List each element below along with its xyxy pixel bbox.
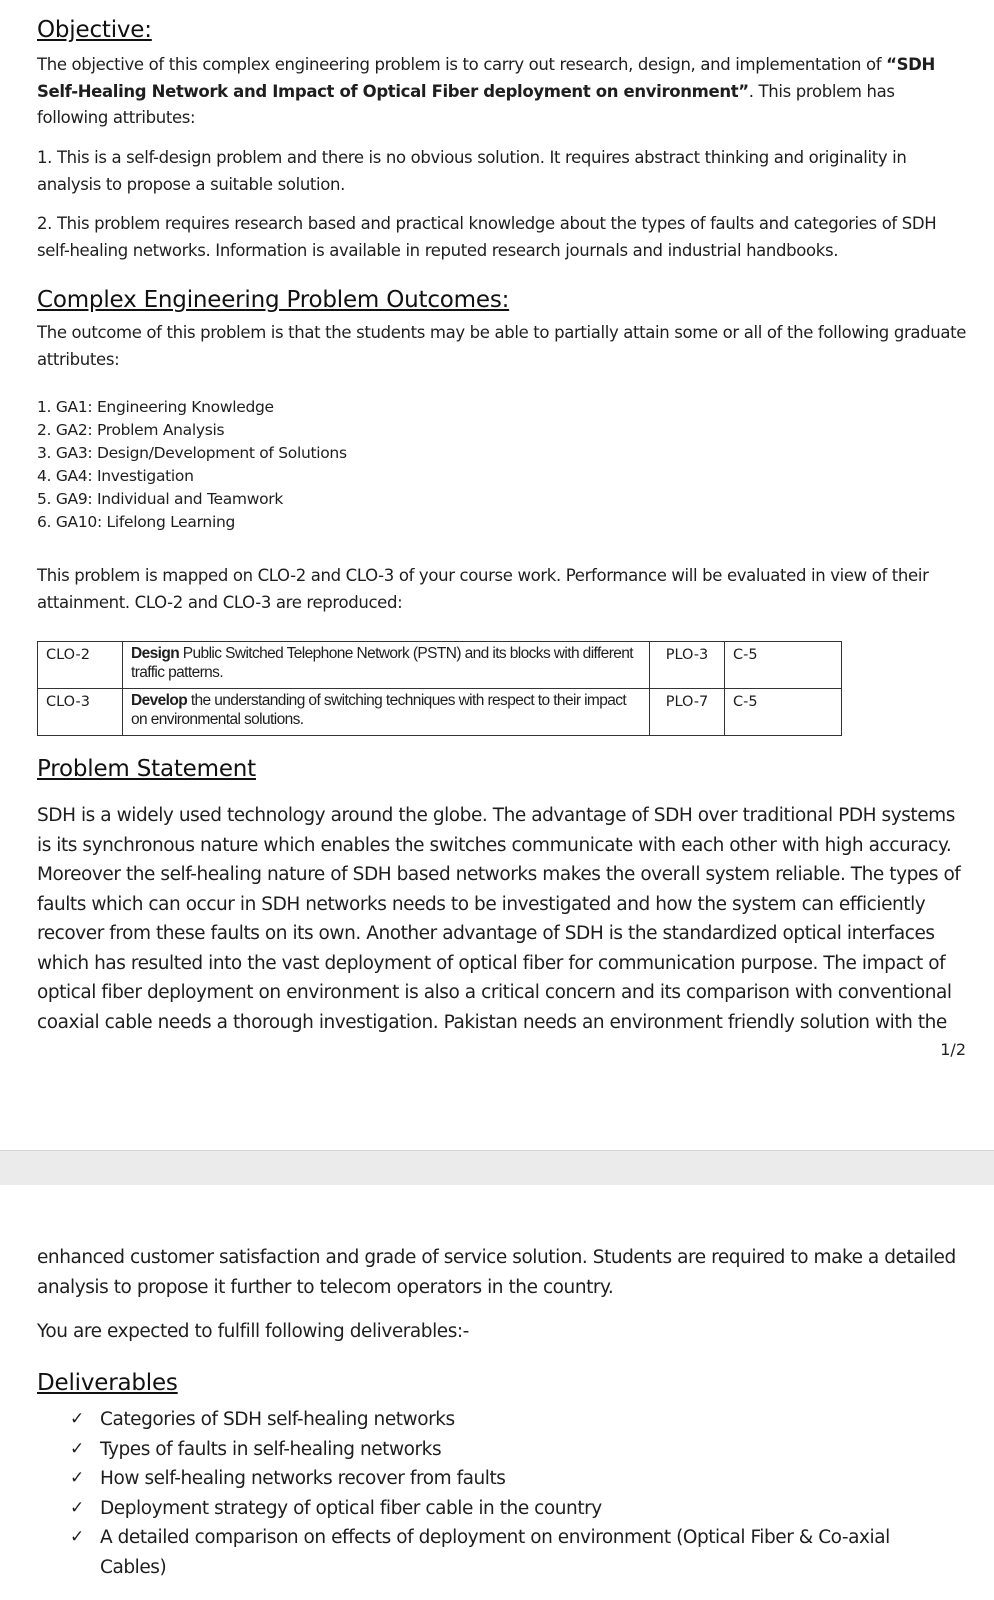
plo-cell: PLO-3 xyxy=(650,642,725,689)
list-item: 4. GA4: Investigation xyxy=(37,467,194,485)
objective-heading: Objective: xyxy=(37,17,152,43)
table-row xyxy=(38,642,842,689)
graduate-attributes-list xyxy=(37,396,347,534)
deliverable-text: Categories of SDH self-healing networks xyxy=(100,1409,455,1430)
list-item: 1. GA1: Engineering Knowledge xyxy=(37,398,274,416)
list-item: 3. GA3: Design/Development of Solutions xyxy=(37,444,347,462)
deliverables-heading: Deliverables xyxy=(37,1370,178,1396)
clo-description-cell xyxy=(123,689,650,736)
list-item xyxy=(70,1405,950,1435)
table-row xyxy=(38,689,842,736)
clo-cell: CLO-3 xyxy=(38,689,123,736)
objective-point-1: 1. This is a self-design problem and there is no obvious solution. It requires abstract thinking and originality in analysis to propose a suitable solution. xyxy=(37,148,907,194)
plo-cell: PLO-7 xyxy=(650,689,725,736)
clo-description: the understanding of switching techniques with respect to their impact on environmental solutions. xyxy=(131,692,627,728)
problem-statement-continuation: enhanced customer satisfaction and grade of service solution. Students are required to make a detailed analysis to propose it further to telecom operators in the country. xyxy=(37,1247,956,1298)
deliverable-text: How self-healing networks recover from faults xyxy=(100,1468,506,1489)
deliverables-list xyxy=(70,1405,950,1582)
project-title: “SDH Self-Healing Network and Impact of Optical Fiber deployment on environment” xyxy=(37,55,935,101)
list-item: 6. GA10: Lifelong Learning xyxy=(37,513,236,531)
clo-description: Public Switched Telephone Network (PSTN) and its blocks with different traffic patterns. xyxy=(131,645,634,681)
outcomes-heading: Complex Engineering Problem Outcomes: xyxy=(37,287,510,313)
deliverable-text: Deployment strategy of optical fiber cable in the country xyxy=(100,1497,602,1519)
page-separator xyxy=(0,1150,994,1185)
deliverables-intro: You are expected to fulfill following deliverables:- xyxy=(37,1321,469,1342)
list-item xyxy=(70,1494,950,1524)
list-item xyxy=(70,1523,950,1582)
checkmark-icon: ✓ xyxy=(70,1527,84,1547)
checkmark-icon: ✓ xyxy=(70,1497,84,1518)
outcomes-intro: The outcome of this problem is that the students may be able to partially attain some or all of the following graduate attributes: xyxy=(37,323,967,369)
clo-verb: Develop xyxy=(131,692,188,709)
clo-table xyxy=(37,641,842,736)
clo-verb: Design xyxy=(131,645,180,662)
objective-intro xyxy=(37,52,967,132)
level-cell: C-5 xyxy=(725,642,842,689)
objective-point-2: 2. This problem requires research based and practical knowledge about the types of faults and categories of SDH self-healing networks. Information is available in reputed research journals and industrial handbooks. xyxy=(37,214,937,260)
list-item: 5. GA9: Individual and Teamwork xyxy=(37,490,284,508)
objective-intro-text: The objective of this complex engineering problem is to carry out research, design, and implementation of xyxy=(37,55,887,74)
clo-description-cell xyxy=(123,642,650,689)
deliverable-text: Types of faults in self-healing networks xyxy=(100,1438,442,1460)
checkmark-icon: ✓ xyxy=(70,1438,84,1459)
clo-cell: CLO-2 xyxy=(38,642,123,689)
page-number: 1/2 xyxy=(940,1040,966,1059)
list-item xyxy=(70,1435,950,1465)
level-cell: C-5 xyxy=(725,689,842,736)
problem-statement-text: SDH is a widely used technology around the globe. The advantage of SDH over traditional PDH systems is its synchronous nature which enables the switches communicate with each other with high accuracy. Moreover the self-healing nature of SDH based networks makes the overall system reliable. The types of faults which can occur in SDH networks needs to be investigated and how the system can efficiently recover from these faults on its own. Another advantage of SDH is the standardized optical interfaces which has resulted into the vast deployment of optical fiber for communication purpose. The impact of optical fiber deployment on environment is also a critical concern and its comparison with conventional coaxial cable needs a thorough investigation. Pakistan needs an environment friendly solution with the xyxy=(37,805,961,1033)
problem-statement-heading: Problem Statement xyxy=(37,756,256,782)
checkmark-icon: ✓ xyxy=(70,1409,84,1429)
list-item xyxy=(70,1464,950,1494)
deliverable-text: A detailed comparison on effects of deployment on environment (Optical Fiber & Co-axial Cables) xyxy=(100,1527,890,1578)
clo-mapping-text: This problem is mapped on CLO-2 and CLO-3 of your course work. Performance will be evaluated in view of their attainment. CLO-2 and CLO-3 are reproduced: xyxy=(37,566,929,612)
objective-intro-tail: . This problem has following attributes: xyxy=(37,81,895,127)
checkmark-icon: ✓ xyxy=(70,1468,84,1488)
list-item: 2. GA2: Problem Analysis xyxy=(37,421,225,439)
